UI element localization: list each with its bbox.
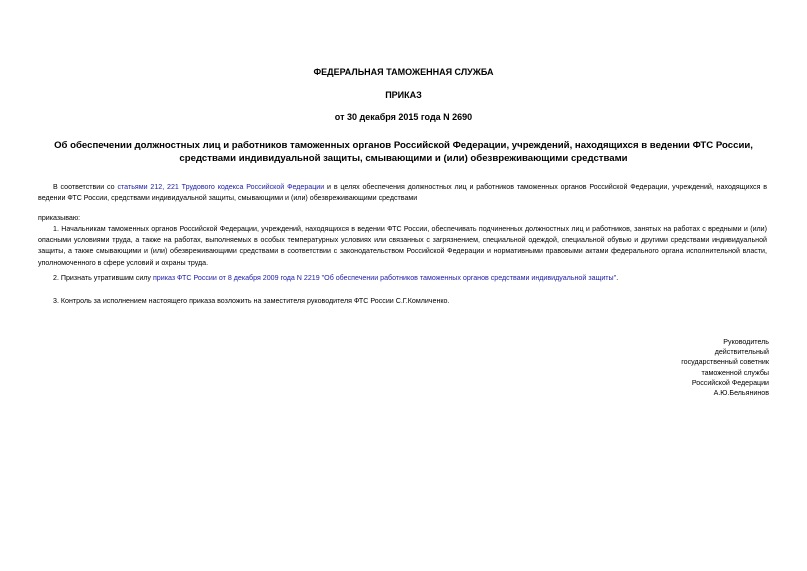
labor-code-link[interactable]: статьями 212, 221 Трудового кодекса Российской Федерации: [117, 183, 325, 191]
item-2-paragraph: [38, 273, 767, 284]
signature-block: [681, 337, 769, 398]
signature-line-1: Руководитель: [723, 338, 769, 346]
item-3-paragraph: 3. Контроль за исполнением настоящего приказа возложить на заместителя руководителя ФТС России С.Г.Комличенко.: [53, 297, 450, 305]
item-1-paragraph: 1. Начальникам таможенных органов Российской Федерации, учреждений, находящихся в ведении ФТС России, обеспечивать подчиненных должностных лиц и работников, занятых на работах с вредными и (или) опасными условиями труда, а также на работах, выполняемых в особых температурных условиях или связанных с загрязнением, специальной одеждой, специальной обувью и другими средствами индивидуальной защиты, а также смывающими и (или) обезвреживающими средствами в соответствии с законодательством Российской Федерации и нормативными правовыми актами федерального органа исполнительной власти, уполномоченного в сфере условий и охраны труда.: [38, 225, 767, 267]
signature-line-2: действительный: [714, 348, 769, 357]
signature-line-5: Российской Федерации: [691, 378, 769, 387]
revoked-order-link[interactable]: приказ ФТС России от 8 декабря 2009 года N 2219 "Об обеспечении работников таможенных органов средствами индивидуальной защиты": [152, 274, 617, 282]
intro-after-link: и в целях обеспечения должностных лиц и работников таможенных органов Российской Федерации, учреждений, находящихся в ведении ФТС России, средствами индивидуальной защиты, смывающими и (или) обезвреживающими средствами: [38, 183, 768, 203]
doc-type-heading: ПРИКАЗ: [385, 90, 422, 100]
item-2-before-link: 2. Признать утратившим силу: [53, 274, 153, 282]
order-word: приказываю:: [38, 214, 81, 222]
signature-line-6: А.Ю.Бельянинов: [713, 389, 769, 398]
date-number-heading: от 30 декабря 2015 года N 2690: [334, 112, 473, 122]
signature-line-4: таможенной службы: [701, 368, 769, 377]
document-title: Об обеспечении должностных лиц и работников таможенных органов Российской Федерации, учреждений, находящихся в ведении ФТС России, средствами индивидуальной защиты, смывающими и (или) обезвреживающими средствами: [54, 140, 753, 164]
intro-paragraph: [38, 182, 767, 204]
item-2-after-link: .: [616, 274, 619, 282]
signature-line-3: государственный советник: [681, 358, 769, 367]
agency-heading: ФЕДЕРАЛЬНАЯ ТАМОЖЕННАЯ СЛУЖБА: [313, 67, 494, 77]
intro-before-link: В соответствии со: [53, 183, 118, 191]
